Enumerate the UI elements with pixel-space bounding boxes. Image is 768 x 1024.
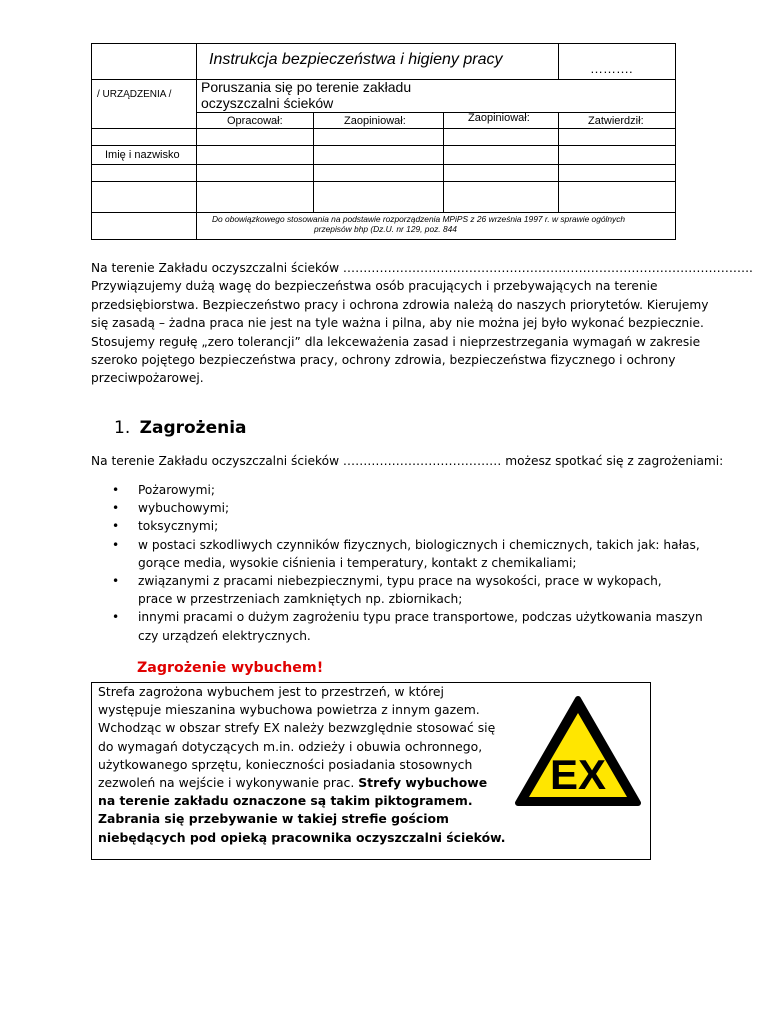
explosion-line-bold: Strefy wybuchowe: [358, 775, 488, 791]
explosion-box: [91, 682, 651, 860]
list-item-text: w postaci szkodliwych czynników fizycznych, biologicznych i chemicznych, takich jak: hałas,: [138, 537, 700, 552]
list-item-text: czy urządzeń elektrycznych.: [138, 628, 311, 643]
list-item-text: innymi pracami o dużym zagrożeniu typu prace transportowe, podczas użytkowania maszyn: [138, 610, 703, 625]
doc-title: Instrukcja bezpieczeństwa i higieny pracy: [209, 51, 503, 68]
col-approved: Zatwierdził:: [588, 115, 644, 127]
list-item-text: prace w przestrzeniach zamkniętych np. zbiornikach;: [138, 592, 463, 607]
doc-number: ……….: [590, 61, 633, 76]
explosion-line-normal: zezwoleń na wejście i wykonywanie prac.: [98, 775, 359, 791]
col-prepared: Opracował:: [227, 115, 283, 127]
bullet-icon: •: [112, 574, 120, 589]
legal-note-line-1: Do obowiązkowego stosowania na podstawie rozporządzenia MPiPS z 26 września 1997 r. w sprawie ogólnych: [212, 214, 626, 224]
explosion-line: niebędących pod opieką pracownika oczyszczalni ścieków.: [98, 829, 506, 845]
list-item-text: związanymi z pracami niebezpiecznymi, typu prace na wysokości, prace w wykopach,: [138, 574, 662, 589]
intro-line: przedsiębiorstwa. Bezpieczeństwo pracy i ochrona zdrowia należą do naszych priorytetów. Kierujemy: [91, 297, 709, 312]
explosion-heading: Zagrożenie wybuchem!: [137, 660, 324, 676]
bullet-icon: •: [112, 519, 120, 534]
list-item: [112, 499, 703, 517]
intro-line: przeciwpożarowej.: [91, 371, 204, 386]
device-label: / URZĄDZENIA /: [97, 89, 172, 100]
explosion-line: Wchodząc w obszar strefy EX należy bezwzględnie stosować się: [98, 720, 496, 736]
name-label: Imię i nazwisko: [105, 149, 180, 161]
ex-warning-sign-icon: [514, 695, 642, 807]
list-item-text: gorące media, wysokie ciśnienia i temperatury, kontakt z chemikaliami;: [138, 555, 577, 570]
explosion-text: [98, 683, 505, 847]
col-reviewed-1: Zaopiniował:: [344, 115, 406, 127]
list-item-text: toksycznymi;: [138, 519, 219, 534]
explosion-line: użytkowanego sprzętu, konieczności posiadania stosownych: [98, 756, 473, 772]
subject-line-2: oczyszczalni ścieków: [201, 95, 334, 111]
explosion-line: występuje mieszanina wybuchowa powietrza z innym gazem.: [98, 702, 480, 718]
bullet-icon: •: [112, 483, 120, 497]
bullet-icon: •: [112, 610, 120, 625]
list-item-text: wybuchowymi;: [138, 501, 230, 516]
explosion-line: Zabrania się przebywanie w takiej strefie gościom: [98, 811, 449, 827]
subject-line-1: Poruszania się po terenie zakładu: [201, 79, 412, 95]
bullet-icon: •: [112, 501, 120, 516]
legal-note-line-2: przepisów bhp (Dz.U. nr 129, poz. 844: [314, 224, 457, 234]
section-title: Zagrożenia: [139, 418, 247, 438]
list-item-text: Pożarowymi;: [138, 483, 215, 497]
list-item: [112, 481, 703, 499]
hazard-list: [112, 481, 703, 645]
intro-line: się zasadą – żadna praca nie jest na tyle ważna i pilna, aby nie można jej było wykonać bezpiecznie.: [91, 316, 704, 331]
bullet-icon: •: [112, 537, 120, 552]
list-item: [112, 608, 703, 644]
list-item: [112, 572, 703, 608]
header-table: [91, 43, 676, 240]
section-heading: [114, 418, 247, 438]
intro-line: Przywiązujemy dużą wagę do bezpieczeństwa osób pracujących i przebywających na terenie: [91, 279, 658, 294]
section-lead-text: Na terenie Zakładu oczyszczalni ścieków ………………………………… możesz spotkać się z zagrożeniami:: [91, 454, 724, 468]
list-item: [112, 536, 703, 572]
intro-line: Na terenie Zakładu oczyszczalni ścieków ………………………………………………………………………………………..: [91, 261, 753, 275]
explosion-line: do wymagań dotyczących m.in. odzieży i obuwia ochronnego,: [98, 738, 483, 754]
explosion-line: [98, 774, 505, 792]
section-number: 1.: [114, 418, 131, 438]
explosion-line: Strefa zagrożona wybuchem jest to przestrzeń, w której: [98, 684, 444, 699]
intro-line: Stosujemy regułę „zero tolerancji” dla lekceważenia zasad i nieprzestrzegania wymagań w zakresie: [91, 334, 701, 349]
intro-line: szeroko pojętego bezpieczeństwa pracy, ochrony zdrowia, bezpieczeństwa fizycznego i ochrony: [91, 353, 676, 368]
section-lead: [91, 452, 724, 470]
sign-text: EX: [549, 751, 607, 798]
explosion-line: na terenie zakładu oznaczone są takim piktogramem.: [98, 793, 473, 809]
intro-paragraph: [91, 259, 753, 388]
list-item: [112, 517, 703, 535]
col-reviewed-2: Zaopiniował:: [468, 112, 530, 124]
